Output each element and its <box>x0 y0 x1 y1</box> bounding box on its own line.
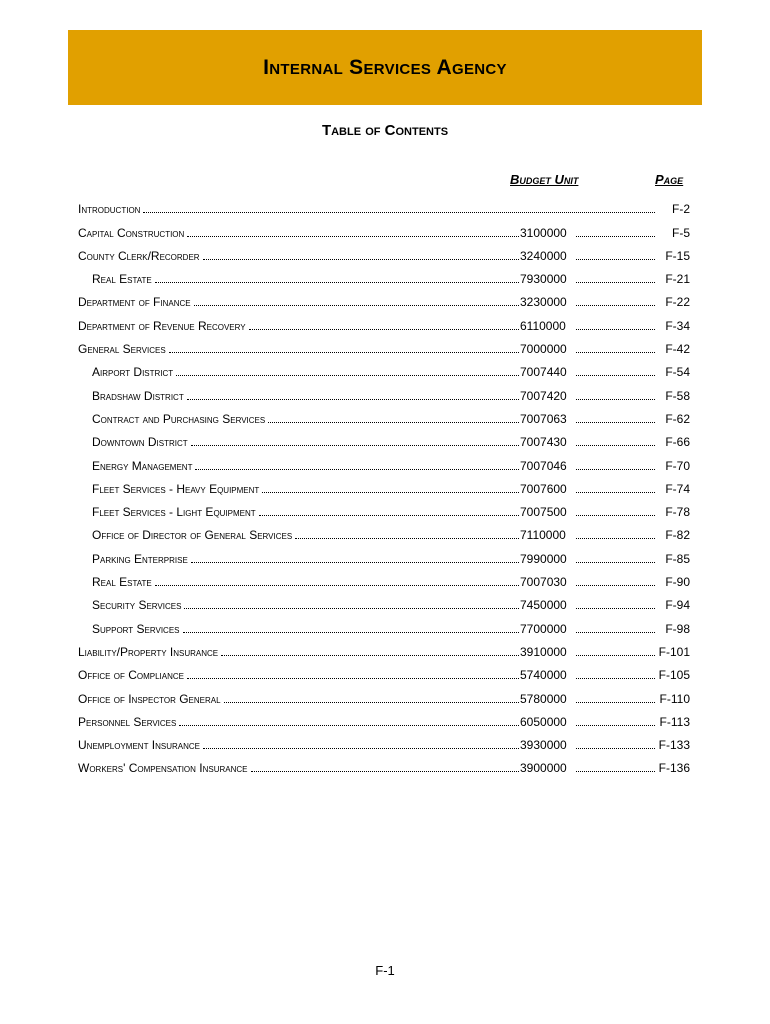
toc-entry-label: Workers' Compensation Insurance <box>78 761 248 776</box>
toc-entry-right <box>520 598 690 612</box>
toc-entry-right <box>520 249 690 263</box>
toc-entry-budget-unit: 3930000 <box>520 738 567 753</box>
toc-entry[interactable] <box>78 426 690 449</box>
toc-entry-page: F-78 <box>665 505 690 520</box>
toc-entry-page: F-66 <box>665 435 690 450</box>
toc-entry[interactable] <box>78 659 690 682</box>
toc-entry-budget-unit: 6050000 <box>520 714 567 729</box>
toc-entry[interactable] <box>78 216 690 239</box>
toc-entry-right <box>520 692 690 706</box>
toc-entry-label: Personnel Services <box>78 714 177 729</box>
toc-entry[interactable] <box>78 286 690 309</box>
toc-entry[interactable] <box>78 682 690 705</box>
dot-leader <box>295 537 519 539</box>
dot-leader <box>576 235 655 237</box>
dot-leader <box>176 374 519 376</box>
dot-leader <box>187 398 519 400</box>
toc-entry-right <box>520 622 690 636</box>
dot-leader <box>259 514 519 516</box>
page-title: Internal Services Agency <box>263 55 507 79</box>
toc-entry-page: F-58 <box>665 388 690 403</box>
toc-entry[interactable] <box>78 473 690 496</box>
toc-entry-budget-unit: 3900000 <box>520 761 567 776</box>
toc-entry-label: Capital Construction <box>78 225 185 240</box>
dot-leader <box>576 584 655 586</box>
toc-entry-label: Downtown District <box>92 435 188 450</box>
toc-entry-right <box>520 505 690 519</box>
toc-entry-right <box>520 715 690 729</box>
dot-leader <box>576 537 655 539</box>
toc-entry-right <box>656 202 690 216</box>
toc-entry-label: Department of Finance <box>78 295 191 310</box>
dot-leader <box>576 607 655 609</box>
toc-entry-right <box>520 226 690 240</box>
dot-leader <box>224 701 519 703</box>
header-banner <box>68 30 702 105</box>
toc-entry-label: Airport District <box>92 365 174 380</box>
toc-entry-page: F-85 <box>665 551 690 566</box>
toc-entry-page: F-94 <box>665 598 690 613</box>
toc-entry-page: F-74 <box>665 481 690 496</box>
toc-entry-label: County Clerk/Recorder <box>78 248 200 263</box>
toc-entry-budget-unit: 7700000 <box>520 621 567 636</box>
toc-entry-right <box>520 738 690 752</box>
dot-leader <box>576 281 655 283</box>
toc-entry-right <box>520 365 690 379</box>
toc-entry[interactable] <box>78 356 690 379</box>
toc-entry-budget-unit: 3240000 <box>520 248 567 263</box>
toc-entry-page: F-101 <box>658 644 690 659</box>
toc-entry-page: F-42 <box>665 342 690 357</box>
toc-entry[interactable] <box>78 729 690 752</box>
toc-entry[interactable] <box>78 636 690 659</box>
toc-entry-budget-unit: 7007030 <box>520 575 567 590</box>
toc-entry[interactable] <box>78 449 690 472</box>
toc-entry-page: F-113 <box>659 714 690 729</box>
toc-entry-page: F-5 <box>672 225 690 240</box>
toc-entry-budget-unit: 7450000 <box>520 598 567 613</box>
toc-entry-budget-unit: 6110000 <box>520 318 566 333</box>
dot-leader <box>576 770 655 772</box>
toc-entry-budget-unit: 3230000 <box>520 295 567 310</box>
dot-leader <box>576 561 655 563</box>
toc-entry-label: Fleet Services - Light Equipment <box>92 505 256 520</box>
toc-entry-page: F-22 <box>665 295 690 310</box>
dot-leader <box>191 561 519 563</box>
dot-leader <box>576 514 655 516</box>
toc-entry-budget-unit: 7007046 <box>520 458 567 473</box>
toc-entry-page: F-70 <box>665 458 690 473</box>
toc-entry-label: Office of Inspector General <box>78 691 221 706</box>
toc-entry[interactable] <box>78 752 690 775</box>
toc-entry[interactable] <box>78 566 690 589</box>
dot-leader <box>576 654 655 656</box>
toc-entry-right <box>520 528 690 542</box>
toc-entry-budget-unit: 7110000 <box>520 528 566 543</box>
toc-entry-budget-unit: 7990000 <box>520 551 567 566</box>
toc-entry-page: F-62 <box>665 411 690 426</box>
toc-entry-budget-unit: 7000000 <box>520 342 567 357</box>
dot-leader <box>576 677 655 679</box>
toc-entry-right <box>520 295 690 309</box>
toc-entry-budget-unit: 7007063 <box>520 411 567 426</box>
dot-leader <box>184 607 519 609</box>
toc-entry[interactable] <box>78 240 690 263</box>
toc-entry-budget-unit: 7007420 <box>520 388 567 403</box>
toc-entry-budget-unit: 7007600 <box>520 481 567 496</box>
dot-leader <box>203 747 519 749</box>
toc-entry-label: Bradshaw District <box>92 388 184 403</box>
dot-leader <box>576 351 655 353</box>
toc-entry-label: Office of Director of General Services <box>92 528 293 543</box>
dot-leader <box>576 468 655 470</box>
toc-entry-label: Office of Compliance <box>78 668 185 683</box>
page-column-header: Page <box>655 172 684 187</box>
toc-entry[interactable] <box>78 589 690 612</box>
dot-leader <box>576 491 655 493</box>
dot-leader <box>249 328 519 330</box>
toc-entry[interactable] <box>78 263 690 286</box>
toc-entry-budget-unit: 7007430 <box>520 435 567 450</box>
toc-entry-right <box>520 482 690 496</box>
toc-entry-page: F-15 <box>665 248 690 263</box>
toc-entry-label: Department of Revenue Recovery <box>78 318 246 333</box>
dot-leader <box>576 724 655 726</box>
dot-leader <box>203 258 519 260</box>
dot-leader <box>576 374 655 376</box>
toc-entry[interactable] <box>78 519 690 542</box>
dot-leader <box>576 258 655 260</box>
toc-entry[interactable] <box>78 542 690 565</box>
toc-entry-label: Unemployment Insurance <box>78 738 201 753</box>
toc-entry[interactable] <box>78 496 690 519</box>
toc-heading: Table of Contents <box>321 122 449 139</box>
dot-leader <box>262 491 519 493</box>
dot-leader <box>576 398 655 400</box>
toc-entry-page: F-133 <box>658 738 690 753</box>
dot-leader <box>169 351 519 353</box>
toc-entry-page: F-34 <box>665 318 690 333</box>
toc-entry-budget-unit: 3910000 <box>520 644 567 659</box>
dot-leader <box>179 724 519 726</box>
toc-entry-right <box>520 342 690 356</box>
dot-leader <box>221 654 519 656</box>
toc-entry-page: F-136 <box>658 761 690 776</box>
dot-leader <box>268 421 519 423</box>
toc-entry-label: General Services <box>78 342 166 357</box>
dot-leader <box>576 631 655 633</box>
toc-entry[interactable] <box>78 403 690 426</box>
toc-entry-label: Contract and Purchasing Services <box>92 411 266 426</box>
toc-entry[interactable] <box>78 333 690 356</box>
toc-entry-budget-unit: 3100000 <box>520 225 567 240</box>
toc-entry-page: F-54 <box>665 365 690 380</box>
toc-list <box>78 193 690 775</box>
dot-leader <box>155 584 519 586</box>
toc-entry-right <box>520 761 690 775</box>
toc-entry-page: F-105 <box>658 668 690 683</box>
dot-leader <box>576 328 655 330</box>
toc-entry-right <box>520 668 690 682</box>
dot-leader <box>194 304 519 306</box>
toc-entry-budget-unit: 7930000 <box>520 272 567 287</box>
dot-leader <box>576 747 655 749</box>
dot-leader <box>187 677 519 679</box>
toc-entry-page: F-98 <box>665 621 690 636</box>
toc-entry-page: F-90 <box>665 575 690 590</box>
dot-leader <box>155 281 519 283</box>
toc-entry-right <box>520 319 690 333</box>
toc-entry-right <box>520 459 690 473</box>
toc-entry-budget-unit: 7007440 <box>520 365 567 380</box>
toc-entry-page: F-2 <box>672 202 690 217</box>
toc-entry-right <box>520 575 690 589</box>
toc-entry-label: Energy Management <box>92 458 193 473</box>
toc-entry-label: Security Services <box>92 598 182 613</box>
dot-leader <box>576 444 655 446</box>
toc-entry-right <box>520 412 690 426</box>
dot-leader <box>576 304 655 306</box>
toc-entry-label: Real Estate <box>92 575 152 590</box>
dot-leader <box>183 631 519 633</box>
dot-leader <box>251 770 520 772</box>
toc-entry[interactable] <box>78 379 690 402</box>
toc-entry[interactable] <box>78 612 690 635</box>
dot-leader <box>191 444 519 446</box>
footer-page-number: F-1 <box>375 963 395 978</box>
toc-entry[interactable] <box>78 706 690 729</box>
toc-entry-label: Introduction <box>78 202 141 217</box>
budget-unit-column-header: Budget Unit <box>510 172 579 187</box>
toc-entry-label: Real Estate <box>92 272 152 287</box>
toc-entry-page: F-110 <box>659 691 690 706</box>
toc-entry-right <box>520 552 690 566</box>
toc-entry-right <box>520 435 690 449</box>
toc-entry-right <box>520 389 690 403</box>
toc-entry-page: F-21 <box>665 272 690 287</box>
toc-entry-label: Liability/Property Insurance <box>78 644 219 659</box>
dot-leader <box>187 235 519 237</box>
dot-leader <box>576 421 655 423</box>
toc-entry-right <box>520 645 690 659</box>
dot-leader <box>195 468 519 470</box>
toc-entry-label: Fleet Services - Heavy Equipment <box>92 481 260 496</box>
toc-entry-page: F-82 <box>665 528 690 543</box>
dot-leader <box>576 701 655 703</box>
toc-entry-label: Support Services <box>92 621 180 636</box>
toc-entry-budget-unit: 7007500 <box>520 505 567 520</box>
toc-entry-label: Parking Enterprise <box>92 551 188 566</box>
toc-entry[interactable] <box>78 309 690 332</box>
toc-entry-right <box>520 272 690 286</box>
dot-leader <box>143 211 655 213</box>
toc-entry-budget-unit: 5740000 <box>520 668 567 683</box>
toc-entry[interactable] <box>78 193 690 216</box>
toc-entry-budget-unit: 5780000 <box>520 691 567 706</box>
